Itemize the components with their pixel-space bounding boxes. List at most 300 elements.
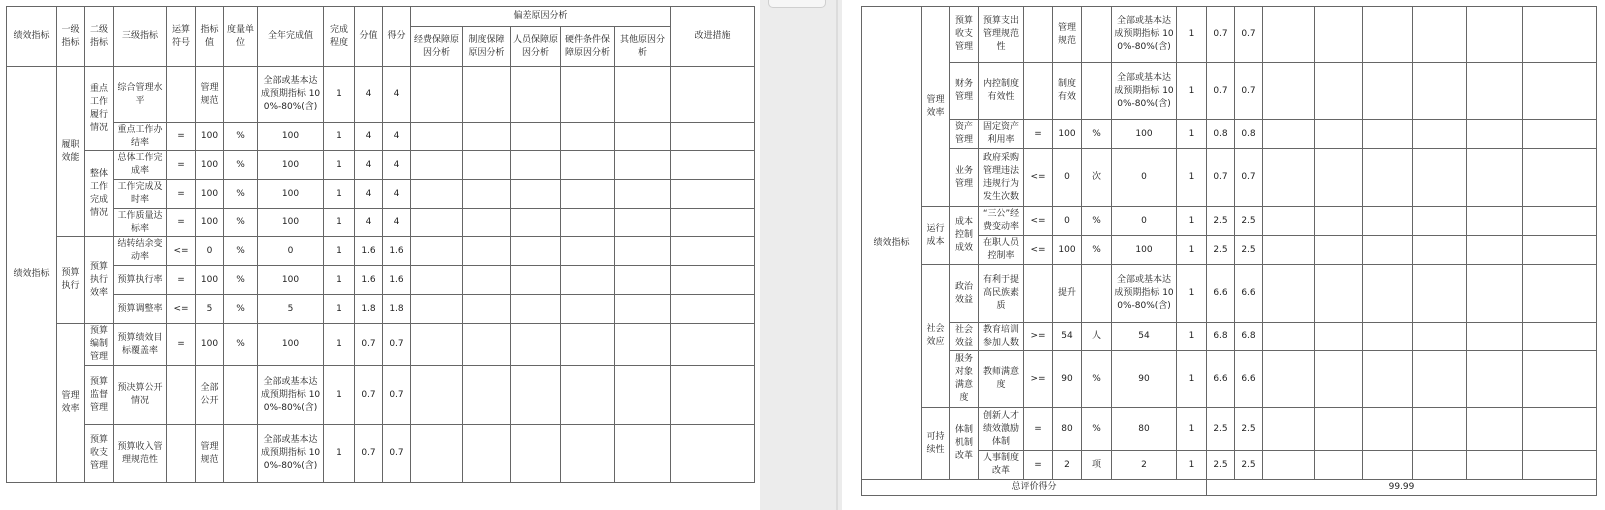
analysis-cell [463,295,511,324]
target-cell: 制度有效 [1053,63,1082,120]
unit-cell: % [224,237,258,266]
level3-cell: 预算收入管理规范性 [114,425,167,483]
annual-value-cell: 100 [258,180,324,209]
table-row [862,351,1597,408]
level3-cell: 政府采购管理违法违规行为发生次数 [979,149,1024,207]
analysis-cell [561,180,615,209]
level1-sustain: 可持续性 [922,408,950,480]
analysis-cell [1523,236,1597,265]
annual-value-cell: 全部或基本达成预期指标 100%-80%(含) [1112,63,1177,120]
completion-cell: 1 [1177,408,1207,451]
level1-social: 社会效应 [922,265,950,408]
annual-value-cell: 100 [258,151,324,180]
level2-political: 政治效益 [950,265,979,323]
scroll-tab [768,0,826,8]
analysis-cell [561,209,615,237]
header-improvement: 改进措施 [671,7,755,67]
analysis-cell [1363,120,1413,149]
annual-value-cell: 0 [258,237,324,266]
analysis-cell [1363,351,1413,408]
analysis-cell [511,180,561,209]
level3-cell: 结转结余变动率 [114,237,167,266]
header-dev-personnel: 人员保障原因分析 [511,27,561,67]
analysis-cell [671,324,755,366]
analysis-cell [511,366,561,425]
level3-cell: 预算调整率 [114,295,167,324]
analysis-cell [1315,451,1363,480]
unit-cell [1082,63,1112,120]
table-row [862,265,1597,323]
analysis-cell [1315,149,1363,207]
completion-cell: 1 [324,180,355,209]
score-value-cell: 4 [355,180,383,209]
analysis-cell [1467,408,1523,451]
analysis-cell [561,123,615,151]
operator-cell [167,366,196,425]
unit-cell: % [1082,207,1112,236]
score-value-cell: 6.6 [1207,265,1235,323]
document-page-left [0,0,760,510]
analysis-cell [1413,351,1467,408]
analysis-cell [1263,236,1315,265]
analysis-cell [671,209,755,237]
unit-cell [1082,7,1112,63]
analysis-cell [463,266,511,295]
analysis-cell [1467,265,1523,323]
unit-cell: % [224,180,258,209]
analysis-cell [1263,323,1315,351]
analysis-cell [1363,207,1413,236]
score-value-cell: 4 [355,67,383,123]
analysis-cell [1413,236,1467,265]
analysis-cell [1467,451,1523,480]
operator-cell: = [1024,408,1053,451]
analysis-cell [411,237,463,266]
analysis-cell [1523,7,1597,63]
analysis-cell [615,67,671,123]
analysis-cell [1523,451,1597,480]
analysis-cell [1363,408,1413,451]
analysis-cell [1467,63,1523,120]
table-row [862,323,1597,351]
operator-cell [1024,265,1053,323]
annual-value-cell: 全部或基本达成预期指标 100%-80%(含) [258,67,324,123]
analysis-cell [1523,323,1597,351]
header-level1: 一级指标 [57,7,85,67]
annual-value-cell: 全部或基本达成预期指标 100%-80%(含) [258,366,324,425]
score-value-cell: 6.8 [1207,323,1235,351]
analysis-cell [411,180,463,209]
annual-value-cell: 100 [258,123,324,151]
analysis-cell [615,151,671,180]
analysis-cell [1315,323,1363,351]
table-row [7,180,755,209]
target-cell: 100 [196,123,224,151]
score-cell: 4 [383,209,411,237]
analysis-cell [511,67,561,123]
analysis-cell [1263,7,1315,63]
analysis-cell [463,180,511,209]
level3-cell: “三公”经费变动率 [979,207,1024,236]
analysis-cell [1523,207,1597,236]
analysis-cell [1467,207,1523,236]
analysis-cell [1413,451,1467,480]
level1-mgmt: 管理效率 [57,324,85,483]
table-row [7,151,755,180]
target-cell: 80 [1053,408,1082,451]
analysis-cell [511,295,561,324]
annual-value-cell: 全部或基本达成预期指标 100%-80%(含) [1112,265,1177,323]
analysis-cell [1363,63,1413,120]
level1-mgmt: 管理效率 [922,7,950,207]
score-cell: 1.6 [383,237,411,266]
table-row [7,123,755,151]
target-cell: 0 [1053,207,1082,236]
completion-cell: 1 [324,324,355,366]
operator-cell: >= [1024,351,1053,408]
level2-cost-control: 成本控制成效 [950,207,979,265]
analysis-cell [1315,408,1363,451]
analysis-cell [615,266,671,295]
analysis-cell [1263,265,1315,323]
score-cell: 0.7 [383,324,411,366]
score-cell: 0.7 [1235,63,1263,120]
completion-cell: 1 [324,266,355,295]
score-value-cell: 6.6 [1207,351,1235,408]
analysis-cell [1467,323,1523,351]
table-row [7,366,755,425]
annual-value-cell: 54 [1112,323,1177,351]
analysis-cell [1467,120,1523,149]
analysis-cell [1263,451,1315,480]
level3-cell: 重点工作办结率 [114,123,167,151]
completion-cell: 1 [1177,236,1207,265]
analysis-cell [411,324,463,366]
table-row [862,207,1597,236]
analysis-cell [511,266,561,295]
annual-value-cell: 100 [1112,120,1177,149]
annual-value-cell: 100 [258,266,324,295]
annual-value-cell: 2 [1112,451,1177,480]
analysis-cell [671,266,755,295]
analysis-cell [615,295,671,324]
header-score: 得分 [383,7,411,67]
score-cell: 0.7 [383,366,411,425]
header-deviation-group: 偏差原因分析 [411,7,671,27]
score-value-cell: 0.7 [1207,149,1235,207]
analysis-cell [411,366,463,425]
annual-value-cell: 100 [258,324,324,366]
target-cell: 管理规范 [1053,7,1082,63]
score-value-cell: 2.5 [1207,408,1235,451]
analysis-cell [1363,236,1413,265]
annual-value-cell: 80 [1112,408,1177,451]
score-cell: 2.5 [1235,451,1263,480]
annual-value-cell: 5 [258,295,324,324]
analysis-cell [561,67,615,123]
analysis-cell [1315,207,1363,236]
score-cell: 6.6 [1235,265,1263,323]
completion-cell: 1 [1177,63,1207,120]
performance-table-left [6,6,755,483]
analysis-cell [411,295,463,324]
analysis-cell [671,180,755,209]
score-value-cell: 2.5 [1207,236,1235,265]
analysis-cell [561,151,615,180]
header-level2: 二级指标 [85,7,114,67]
unit-cell: % [1082,408,1112,451]
analysis-cell [671,295,755,324]
analysis-cell [1363,149,1413,207]
score-value-cell: 1.6 [355,266,383,295]
unit-cell: % [224,324,258,366]
analysis-cell [615,209,671,237]
unit-cell: % [224,151,258,180]
level3-cell: 内控制度有效性 [979,63,1024,120]
level2-social-benefit: 社会效益 [950,323,979,351]
operator-cell [1024,7,1053,63]
table-row [7,425,755,483]
level2-business: 业务管理 [950,149,979,207]
analysis-cell [463,67,511,123]
target-cell: 90 [1053,351,1082,408]
score-value-cell: 0.7 [1207,63,1235,120]
analysis-cell [1413,207,1467,236]
annual-value-cell: 100 [258,209,324,237]
analysis-cell [1413,265,1467,323]
table-row [862,63,1597,120]
score-cell: 6.8 [1235,323,1263,351]
level3-cell: 教育培训参加人数 [979,323,1024,351]
analysis-cell [1263,149,1315,207]
score-cell: 2.5 [1235,236,1263,265]
analysis-cell [561,295,615,324]
table-row [7,237,755,266]
level2-asset: 资产管理 [950,120,979,149]
table-row [7,324,755,366]
analysis-cell [411,209,463,237]
analysis-cell [463,324,511,366]
analysis-cell [1467,7,1523,63]
analysis-cell [1523,120,1597,149]
target-cell: 5 [196,295,224,324]
analysis-cell [1413,149,1467,207]
level3-cell: 预决算公开情况 [114,366,167,425]
score-value-cell: 2.5 [1207,207,1235,236]
analysis-cell [561,237,615,266]
operator-cell [167,425,196,483]
score-value-cell: 4 [355,209,383,237]
level3-cell: 创新人才绩效激励体制 [979,408,1024,451]
operator-cell: >= [1024,323,1053,351]
level3-cell: 预算支出管理规范性 [979,7,1024,63]
completion-cell: 1 [1177,351,1207,408]
target-cell: 全部公开 [196,366,224,425]
score-cell: 4 [383,123,411,151]
analysis-cell [615,324,671,366]
level2-budget-prep: 预算编制管理 [85,324,114,366]
operator-cell: = [1024,120,1053,149]
score-value-cell: 4 [355,151,383,180]
analysis-cell [511,425,561,483]
level1-cost: 运行成本 [922,207,950,265]
analysis-cell [1523,351,1597,408]
analysis-cell [411,425,463,483]
completion-cell: 1 [1177,120,1207,149]
analysis-cell [411,123,463,151]
target-cell: 100 [196,266,224,295]
level3-cell: 工作完成及时率 [114,180,167,209]
analysis-cell [511,324,561,366]
header-annual-value: 全年完成值 [258,7,324,67]
table-row [7,295,755,324]
analysis-cell [411,266,463,295]
operator-cell: = [167,209,196,237]
table-row [862,408,1597,451]
score-cell: 1.8 [383,295,411,324]
total-row [862,480,1597,496]
score-value-cell: 0.7 [1207,7,1235,63]
analysis-cell [561,324,615,366]
unit-cell: 次 [1082,149,1112,207]
level2-budget-income: 预算收支管理 [950,7,979,63]
annual-value-cell: 90 [1112,351,1177,408]
level2-budget-exec-rate: 预算执行效率 [85,237,114,324]
score-value-cell: 4 [355,123,383,151]
target-cell: 100 [196,180,224,209]
performance-table-right [861,6,1597,496]
completion-cell: 1 [1177,451,1207,480]
analysis-cell [1413,63,1467,120]
indicator-label-cell: 绩效指标 [862,7,922,480]
target-cell: 54 [1053,323,1082,351]
completion-cell: 1 [324,209,355,237]
score-cell: 4 [383,67,411,123]
analysis-cell [1523,408,1597,451]
analysis-cell [411,151,463,180]
analysis-cell [561,366,615,425]
header-score-value: 分值 [355,7,383,67]
page-gutter [760,0,842,510]
unit-cell: % [1082,120,1112,149]
analysis-cell [1523,265,1597,323]
level3-cell: 总体工作完成率 [114,151,167,180]
analysis-cell [1263,120,1315,149]
operator-cell: = [167,151,196,180]
analysis-cell [1413,7,1467,63]
analysis-cell [1363,451,1413,480]
analysis-cell [463,123,511,151]
table-row [7,266,755,295]
analysis-cell [671,366,755,425]
score-cell: 0.8 [1235,120,1263,149]
analysis-cell [1523,63,1597,120]
target-cell: 100 [196,151,224,180]
header-dev-system: 制度保障原因分析 [463,27,511,67]
level1-duty: 履职效能 [57,67,85,237]
analysis-cell [1315,265,1363,323]
operator-cell: <= [167,295,196,324]
analysis-cell [1315,351,1363,408]
completion-cell: 1 [1177,149,1207,207]
analysis-cell [511,123,561,151]
operator-cell: <= [1024,236,1053,265]
unit-cell: % [224,123,258,151]
level3-cell: 工作质量达标率 [114,209,167,237]
level2-finance: 财务管理 [950,63,979,120]
level3-cell: 在职人员控制率 [979,236,1024,265]
analysis-cell [1363,323,1413,351]
completion-cell: 1 [324,295,355,324]
completion-cell: 1 [324,123,355,151]
table-row [7,67,755,123]
analysis-cell [411,67,463,123]
total-value: 99.99 [1207,480,1597,496]
level1-budget: 预算执行 [57,237,85,324]
unit-cell [224,425,258,483]
header-indicator: 绩效指标 [7,7,57,67]
score-cell: 6.6 [1235,351,1263,408]
analysis-cell [615,425,671,483]
indicator-label-cell: 绩效指标 [7,67,57,483]
analysis-cell [615,237,671,266]
operator-cell [1024,63,1053,120]
header-row [7,7,755,27]
analysis-cell [1263,207,1315,236]
level2-overall-work: 整体工作完成情况 [85,151,114,237]
completion-cell: 1 [324,237,355,266]
score-cell: 4 [383,180,411,209]
analysis-cell [1467,149,1523,207]
score-value-cell: 2.5 [1207,451,1235,480]
level3-cell: 固定资产利用率 [979,120,1024,149]
analysis-cell [511,237,561,266]
score-value-cell: 0.8 [1207,120,1235,149]
scrollbar-track[interactable] [836,0,838,510]
score-value-cell: 1.8 [355,295,383,324]
analysis-cell [561,425,615,483]
analysis-cell [1413,408,1467,451]
level2-budget-income: 预算收支管理 [85,425,114,483]
annual-value-cell: 0 [1112,207,1177,236]
target-cell: 100 [1053,120,1082,149]
target-cell: 100 [196,209,224,237]
unit-cell: % [1082,236,1112,265]
level3-cell: 教师满意度 [979,351,1024,408]
level3-cell: 预算执行率 [114,266,167,295]
operator-cell: = [167,266,196,295]
analysis-cell [463,209,511,237]
score-value-cell: 1.6 [355,237,383,266]
completion-cell: 1 [324,425,355,483]
operator-cell: = [1024,451,1053,480]
analysis-cell [615,180,671,209]
score-value-cell: 0.7 [355,324,383,366]
analysis-cell [1263,408,1315,451]
level3-cell: 人事制度改革 [979,451,1024,480]
unit-cell: 人 [1082,323,1112,351]
analysis-cell [615,366,671,425]
level2-service-satisfaction: 服务对象满意度 [950,351,979,408]
analysis-cell [511,151,561,180]
analysis-cell [463,366,511,425]
unit-cell: % [224,209,258,237]
completion-cell: 1 [1177,323,1207,351]
score-value-cell: 0.7 [355,425,383,483]
header-operator: 运算符号 [167,7,196,67]
analysis-cell [1523,149,1597,207]
annual-value-cell: 全部或基本达成预期指标 100%-80%(含) [258,425,324,483]
